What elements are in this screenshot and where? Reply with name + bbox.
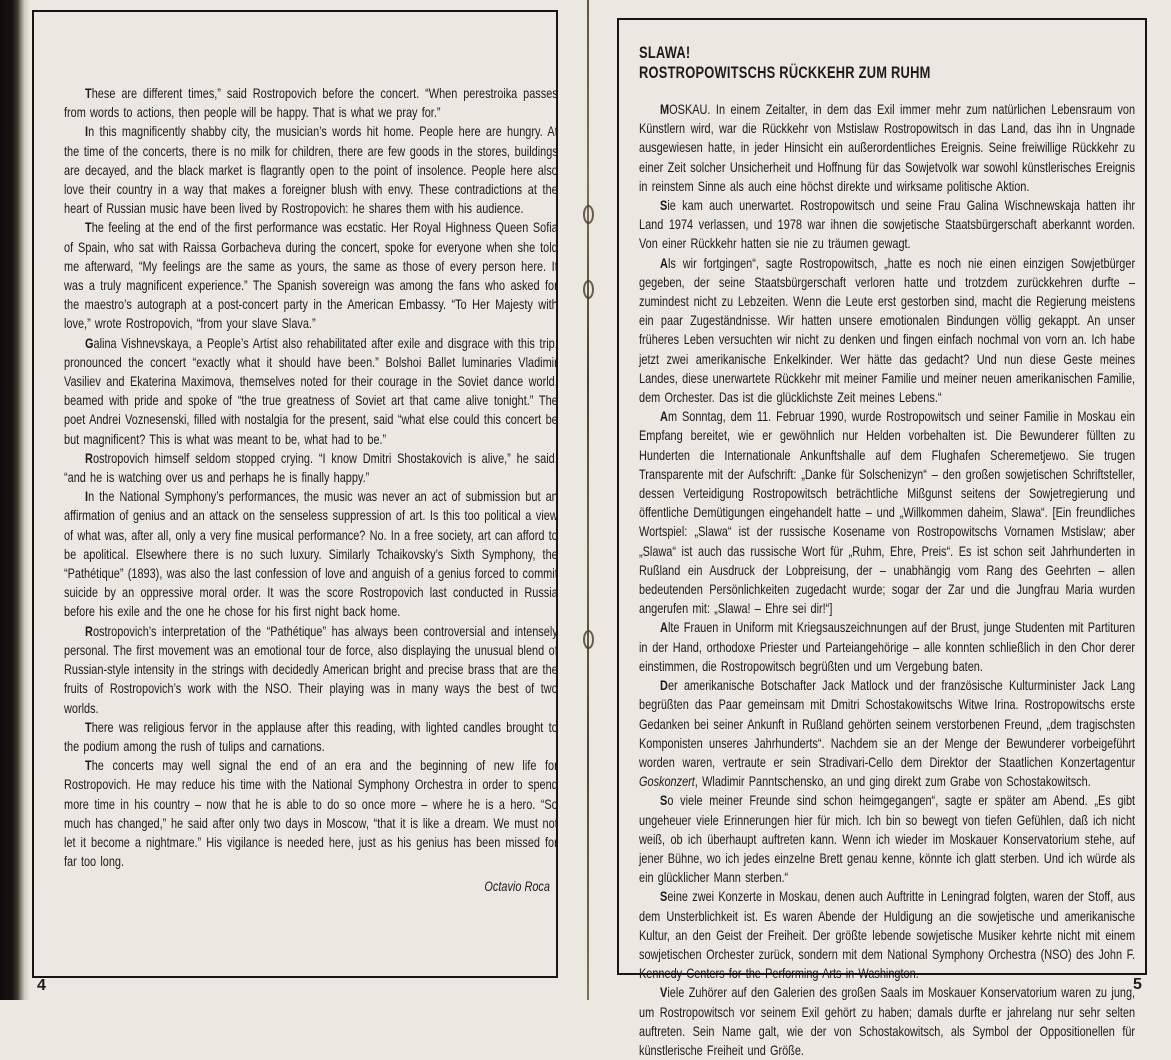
paragraph: Rostropovich himself seldom stopped crying. “I know Dmitri Shostakovich is alive,” he said, “and he is watching over us and perhaps he is finally happy.” [64, 449, 558, 486]
paragraph: There was religious fervor in the applause after this reading, with lighted candles brought to the podium among the rush of tulips and carnations. [64, 718, 558, 754]
paragraph: Am Sonntag, dem 11. Februar 1990, wurde Rostropowitsch und seiner Familie in Moskau ein Empfang bereitet, wie er gewöhnlich nur Helden vorbehalten ist. Die Bewunderer füllten zu Hunderten die Internationale Ankunftshalle auf dem Flughafen Scheremetjewo. Sie trugen Transparente mit der Aufschrift: „Danke für Solschenizyn“ – den großen sowjetischen Schriftsteller, dessen Verteidigung Rostropowitsch beträchtliche Mißgunst seitens der Sowjetregierung und öffentliche Demütigungen eingehandelt hatte – und „Willkommen daheim, Slawa“. [Ein freundliches Wortspiel: „Slawa“ ist der russische Kosename von Rostropowitschs Vornamen Mstislaw; aber „Slawa“ ist auch das russische Wort für „Ruhm, Ehre, Preis“. Es ist schon seit Jahrhunderten in Rußland ein Ausdruck der Lobpreisung, der – unabhängig vom Rang des Geehrten – allen bedeutenden Persönlichkeiten zugedacht wurde; sogar der Zar und die Jungfrau Maria wurden angerufen mit: „Slawa! – Ehre sei dir!“] [639, 408, 1136, 617]
page-left-text [64, 84, 558, 871]
paragraph: MOSKAU. In einem Zeitalter, in dem das Exil immer mehr zum natürlichen Lebensraum von Künstlern wird, war die Rückkehr von Mstislaw Rostropowitsch in das Land, das ihn in Ungnade ausgewiesen hatte, in jeder Hinsicht ein außerordentliches Ereignis. Seine freiwillige Rückkehr zu einer Zeit solcher Unsicherheit und Hoffnung für das Sowjetvolk war sowohl künstlerisches Ereignis in reinstem Sinne als auch eine höchst direkte und wirksame politische Aktion. [639, 101, 1136, 194]
byline: Octavio Roca [484, 878, 550, 895]
paragraph: Alte Frauen in Uniform mit Kriegsauszeichnungen auf der Brust, junge Studenten mit Partituren in der Hand, orthodoxe Priester und Parteiangehörige – alle konnten schließlich in den Chor derer einstimmen, die Rostropowitsch begrüßten und um Vergebung baten. [639, 619, 1136, 674]
page-right-text [639, 100, 1135, 1060]
article-title-line2: ROSTROPOWITSCHS RÜCKKEHR ZUM RUHM [639, 63, 931, 82]
article-title [639, 44, 1135, 83]
paragraph: Rostropovich’s interpretation of the “Pathétique” has always been controversial and intensely personal. The first movement was an emotional tour de force, also displaying the unusual blend of Russian-style intensity in the strings with decidedly American bright and precise brass that are the fruits of Rostropovich’s work with the NSO. Their playing was in many ways the best of two worlds. [64, 622, 558, 716]
paragraph: Sie kam auch unerwartet. Rostropowitsch und seine Frau Galina Wischnewskaja hatten ihr Land 1974 verlassen, und 1978 war ihnen die sowjetische Staatsbürgerschaft aberkannt worden. Von einer Rückkehr hatten sie nie zu träumen gewagt. [639, 197, 1136, 252]
page-number-right: 5 [1133, 976, 1142, 993]
paragraph: The feeling at the end of the first performance was ecstatic. Her Royal Highness Queen Sofia of Spain, who sat with Raissa Gorbacheva during the concert, spoke for everyone when she told me afterward, “My feelings are the same as yours, the same as those of every person here. It was a truly magnificent experience.” The Spanish sovereign was among the fans who asked for the maestro’s autograph at a post-concert party in the American Embassy. “To Her Majesty with love,” wrote Rostropovich, “from your slave Slava.” [64, 219, 558, 332]
paragraph: In the National Symphony’s performances, the music was never an act of submission but an affirmation of genius and an attack on the senseless suppression of art. Is this too political a view of what was, after all, only a very fine musical performance? No. In a free society, art can afford to be apolitical. Elsewhere there is no such luxury. Similarly Tchaikovsky’s Sixth Symphony, the “Pathétique” (1893), was also the last confession of love and anguish of a genius forced to commit suicide by an oppressive moral order. It was the score Rostropovich last conducted in Russia before his exile and the one he chose for his first night back home. [64, 488, 558, 620]
paragraph: Als wir fortgingen“, sagte Rostropowitsch, „hatte es noch nie einen einzigen Sowjetbürger gegeben, der seine Staatsbürgerschaft verloren hatte und trotzdem zurückkehren durfte – zumindest nicht zu Lebzeiten. Wenn die Leute erst gestorben sind, macht die Regierung meistens ein paar Zugeständnisse. Wir hatten unsere emotionalen Bindungen völlig gekappt. An unser früheres Leben versuchten wir nicht zu denken und fingen einfach nochmal von vorn an. Ich habe jetzt zwei amerikanische Enkelkinder. Wer hätte das gedacht? Und nun diese Geste meines Landes, diese unerwartete Rückkehr mit meiner Familie und meiner neuen amerikanischen Familie, dem Orchester. Das ist die glücklichste Zeit meines Lebens.“ [639, 254, 1136, 406]
paragraph: Der amerikanische Botschafter Jack Matlock und der französische Kulturminister Jack Lang begrüßten das Paar gemeinsam mit Dmitri Schostakowitschs Witwe Irina. Rostropowitschs erste Gedanken bei seiner Ankunft in Rußland gehörten seinem verstorbenen Freund, „dem tragischsten Komponisten unseres Jahrhunderts“. Nachdem sie an der Menge der Bewunderer vorbeigeführt worden waren, vertraute er sein Stradivari-Cello dem Direktor der Staatlichen Konzertagentur Goskonzert, Wladimir Panntschensko, an und ging direkt zum Grabe von Schostakowitsch. [639, 677, 1136, 790]
page-number-left: 4 [37, 977, 46, 994]
paragraph: These are different times,” said Rostropovich before the concert. “When perestroika passes from words to actions, then people will be happy. That is what we pray for.” [64, 85, 558, 121]
binding-stitch [583, 280, 594, 299]
paragraph: So viele meiner Freunde sind schon heimgegangen“, sagte er später am Abend. „Es gibt ungeheuer viele Erinnerungen hier für mich. Ich bin so bewegt von tiefen Gefühlen, daß ich nicht weiß, ob ich überhaupt auftreten kann. Wenn ich wieder im Moskauer Konservatorium stehe, auf jener Bühne, wo ich jedes einzelne Brett genau kenne, könnte ich glatt sterben. Und ich würde als ein glücklicher Mann sterben.“ [639, 792, 1136, 886]
book-spine-edge [0, 0, 30, 1000]
paragraph: Seine zwei Konzerte in Moskau, denen auch Auftritte in Leningrad folgten, waren der Stoff, aus dem Unsterblichkeit ist. Es waren Abende der Huldigung an die sowjetische und amerikanische Kultur, an den Geist der Freiheit. Der größte lebende sowjetische Musiker kehrte nicht mit einem sowjetischen Orchester zurück, sondern mit dem National Symphony Orchestra (NSO) des John F. Kennedy Centers for the Performing Arts in Washington. [639, 888, 1136, 982]
binding-thread-line [587, 0, 589, 1000]
article-title-line1: SLAWA! [639, 44, 691, 62]
paragraph: The concerts may well signal the end of an era and the beginning of new life for Rostropovich. He may reduce his time with the National Symphony Orchestra in order to spend more time in his country – now that he is able to do so once more – where he is a hero. “So much has changed,” he said after only two days in Moscow, “that it is like a dream. We must not let it become a nightmare.” His vigilance is needed here, just as his genius has been missed for far too long. [64, 757, 558, 870]
paragraph: Galina Vishnevskaya, a People’s Artist also rehabilitated after exile and disgrace with this trip, pronounced the concert “exactly what it should have been.” Bolshoi Ballet luminaries Vladimir Vasiliev and Ekaterina Maximova, themselves noted for their courage in the Soviet dance world, beamed with pride and spoke of “the true greatness of Soviet art that came alive tonight.” The poet Andrei Voznesenski, filled with nostalgia for the present, said “what else could this concert be but magnificent? This is what was meant to be, what had to be.” [64, 334, 558, 447]
paragraph: In this magnificently shabby city, the musician’s words hit home. People here are hungry. At the time of the concerts, there is no milk for children, there are few goods in the stores, buildings are decayed, and the black market is flagrantly open to the point of insolence. People here also love their country in a way that makes a foreigner blush with envy. These contradictions at the heart of Russian music have been lived by Rostropovich: he shares them with his audience. [64, 123, 558, 217]
page-right-frame [617, 18, 1147, 1058]
binding-stitch [583, 205, 594, 224]
binding-stitch [583, 630, 594, 649]
paragraph: Viele Zuhörer auf den Galerien des großen Saals im Moskauer Konservatorium waren zu jung, um Rostropowitsch vor seinem Exil gehört zu haben; damals durfte er jahrelang nur sehr selten auftreten. Sein Name galt, wie der von Schostakowitsch, als Symbol der Oppositionellen für künstlerische Freiheit und Größe. [639, 984, 1136, 1058]
page-left-frame [32, 10, 558, 978]
